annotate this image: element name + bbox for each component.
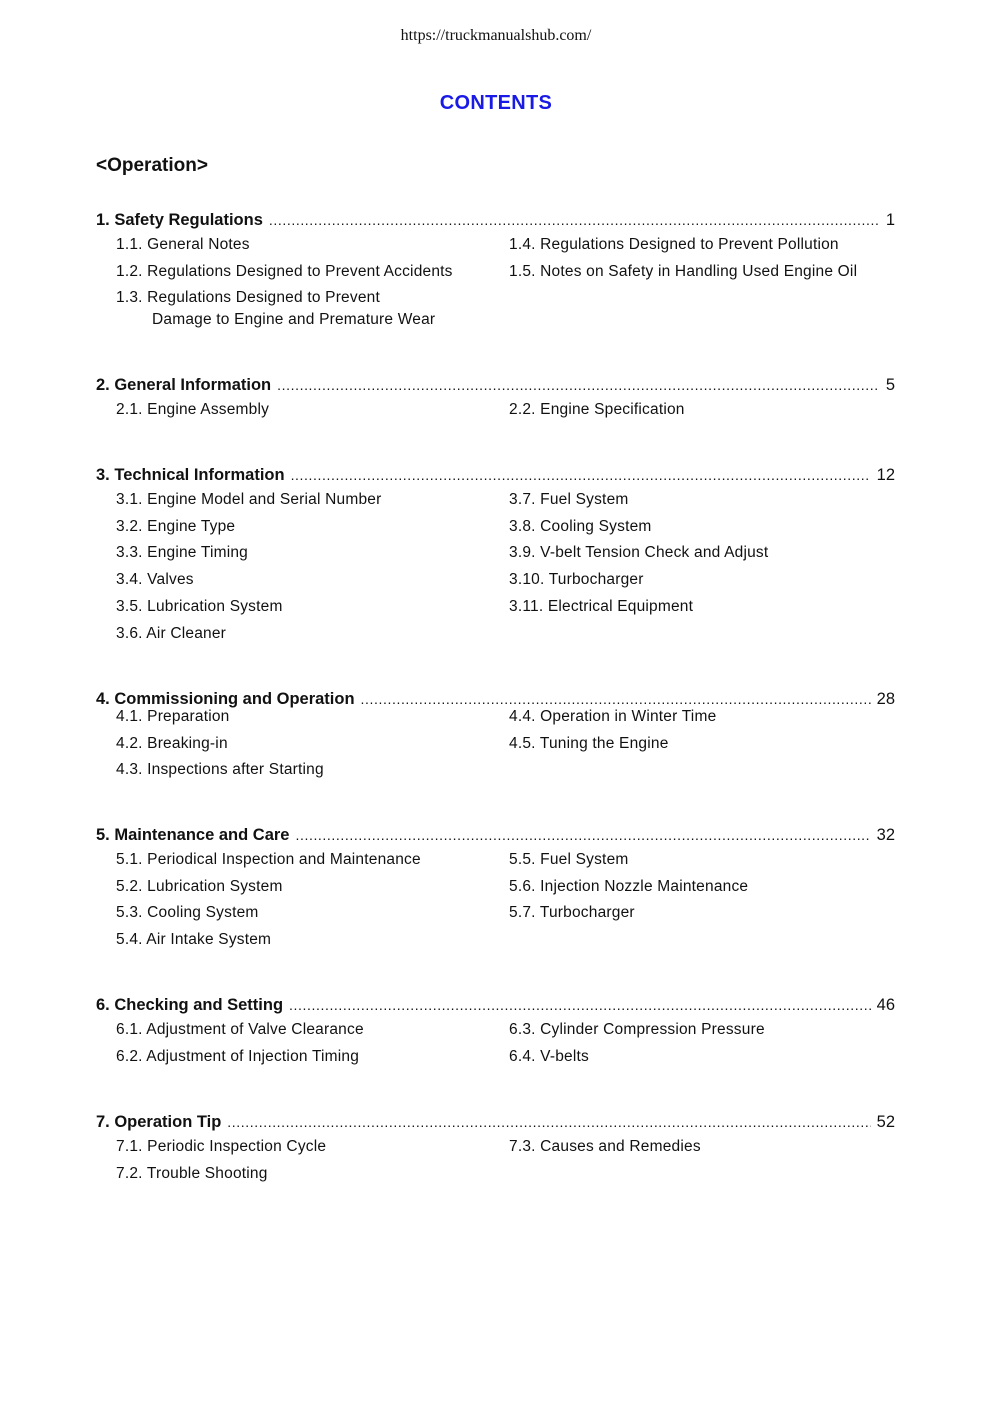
toc-entry[interactable] bbox=[116, 489, 381, 511]
toc-section-header[interactable] bbox=[96, 376, 895, 396]
dot-leader bbox=[291, 467, 871, 483]
toc-entry[interactable] bbox=[116, 759, 324, 781]
toc-entry[interactable] bbox=[509, 516, 652, 538]
toc-section-header[interactable] bbox=[96, 1113, 895, 1133]
toc-entry[interactable] bbox=[509, 399, 685, 421]
section-page-number: 32 bbox=[876, 826, 895, 844]
toc-entry[interactable] bbox=[116, 1046, 359, 1068]
dot-leader bbox=[289, 997, 871, 1013]
toc-entry-text: 6.1. Adjustment of Valve Clearance bbox=[116, 1021, 364, 1038]
toc-entry-text: 6.3. Cylinder Compression Pressure bbox=[509, 1021, 765, 1038]
toc-entry[interactable] bbox=[116, 849, 421, 871]
toc-entry-text: 3.7. Fuel System bbox=[509, 491, 629, 508]
toc-entry[interactable] bbox=[509, 706, 716, 728]
toc-entry-text: 1.5. Notes on Safety in Handling Used Engine Oil bbox=[509, 263, 858, 280]
toc-entry-text: 6.4. V-belts bbox=[509, 1047, 589, 1065]
toc-entry-text: 3.10. Turbocharger bbox=[509, 571, 644, 589]
toc-entry[interactable] bbox=[116, 234, 250, 256]
toc-entry-text: 3.2. Engine Type bbox=[116, 517, 236, 535]
toc-entry[interactable] bbox=[509, 733, 669, 755]
toc-entry[interactable] bbox=[509, 596, 693, 618]
section-title: 7. Operation Tip bbox=[96, 1113, 222, 1131]
dot-leader bbox=[227, 1114, 870, 1130]
toc-entry-text: 4.5. Tuning the Engine bbox=[509, 734, 669, 752]
page-title: CONTENTS bbox=[439, 92, 553, 114]
toc-entry-text: 4.1. Preparation bbox=[116, 708, 230, 725]
toc-entry-text: 6.2. Adjustment of Injection Timing bbox=[116, 1047, 360, 1065]
toc-entry-text: 5.2. Lubrication System bbox=[116, 877, 283, 895]
toc-entry[interactable] bbox=[509, 876, 748, 898]
toc-entry[interactable] bbox=[509, 542, 768, 564]
toc-entry-text: 5.6. Injection Nozzle Maintenance bbox=[509, 877, 749, 895]
section-title: 2. General Information bbox=[96, 376, 272, 394]
section-page-number: 28 bbox=[876, 690, 895, 708]
section-page-number: 5 bbox=[885, 376, 895, 394]
toc-entry-text: 1.4. Regulations Designed to Prevent Pollution bbox=[509, 236, 839, 253]
toc-entry-text: 7.1. Periodic Inspection Cycle bbox=[116, 1138, 327, 1155]
toc-entry-text: 3.5. Lubrication System bbox=[116, 597, 283, 615]
part-subtitle: <Operation> bbox=[96, 155, 208, 176]
toc-entry[interactable] bbox=[116, 876, 283, 898]
dot-leader bbox=[361, 691, 871, 707]
toc-section-header[interactable] bbox=[96, 996, 895, 1016]
toc-entry[interactable] bbox=[509, 1046, 589, 1068]
toc-entry-text: 3.3. Engine Timing bbox=[116, 544, 248, 562]
toc-entry[interactable] bbox=[509, 261, 857, 283]
section-title: 1. Safety Regulations bbox=[96, 211, 263, 229]
toc-entry[interactable] bbox=[116, 516, 235, 538]
toc-entry-text: 3.4. Valves bbox=[116, 571, 194, 589]
section-page-number: 52 bbox=[876, 1113, 895, 1131]
toc-entry-text: 5.3. Cooling System bbox=[116, 904, 259, 922]
toc-entry[interactable] bbox=[116, 929, 271, 951]
toc-entry[interactable] bbox=[116, 1019, 364, 1041]
toc-entry[interactable] bbox=[116, 261, 453, 283]
toc-section-header[interactable] bbox=[96, 211, 895, 231]
toc-section-header[interactable] bbox=[96, 826, 895, 846]
toc-entry[interactable] bbox=[509, 1019, 765, 1041]
section-title: 3. Technical Information bbox=[96, 466, 285, 484]
toc-entry[interactable] bbox=[509, 569, 644, 591]
toc-entry[interactable] bbox=[116, 569, 194, 591]
section-title: 6. Checking and Setting bbox=[96, 996, 284, 1014]
toc-entry[interactable] bbox=[116, 1163, 268, 1185]
toc-entry-text: 3.9. V-belt Tension Check and Adjust bbox=[509, 544, 769, 562]
toc-entry[interactable] bbox=[116, 399, 269, 421]
toc-entry-text: 3.8. Cooling System bbox=[509, 517, 652, 535]
section-title: 5. Maintenance and Care bbox=[96, 826, 290, 844]
toc-entry-text: 1.2. Regulations Designed to Prevent Accidents bbox=[116, 263, 453, 280]
toc-entry[interactable] bbox=[509, 849, 629, 871]
toc-entry[interactable] bbox=[509, 1136, 701, 1158]
toc-entry[interactable] bbox=[116, 706, 230, 728]
toc-entry[interactable] bbox=[116, 596, 283, 618]
toc-entry-text: 7.2. Trouble Shooting bbox=[116, 1164, 268, 1182]
toc-entry[interactable] bbox=[509, 489, 629, 511]
toc-entry-text: 5.7. Turbocharger bbox=[509, 904, 635, 922]
toc-section-header[interactable] bbox=[96, 466, 895, 486]
toc-entry[interactable] bbox=[116, 733, 228, 755]
toc-entry-text: 2.2. Engine Specification bbox=[509, 401, 685, 418]
toc-entry[interactable] bbox=[116, 623, 226, 645]
toc-entry-continuation: Damage to Engine and Premature Wear bbox=[152, 311, 436, 328]
toc-entry[interactable] bbox=[116, 287, 435, 331]
toc-entry[interactable] bbox=[509, 902, 635, 924]
section-page-number: 46 bbox=[876, 996, 895, 1014]
toc-entry-text: 1.3. Regulations Designed to Prevent bbox=[116, 289, 380, 306]
dot-leader bbox=[269, 212, 880, 228]
section-page-number: 1 bbox=[885, 211, 895, 229]
section-page-number: 12 bbox=[876, 466, 895, 484]
toc-entry-text: 4.2. Breaking-in bbox=[116, 734, 228, 752]
toc-entry-text: 4.3. Inspections after Starting bbox=[116, 761, 324, 779]
toc-entry-text: 1.1. General Notes bbox=[116, 236, 250, 253]
section-title: 4. Commissioning and Operation bbox=[96, 690, 355, 708]
toc-entry-text: 5.5. Fuel System bbox=[509, 851, 629, 868]
dot-leader bbox=[295, 827, 870, 843]
toc-entry-text: 3.11. Electrical Equipment bbox=[509, 597, 694, 615]
toc-entry-text: 5.1. Periodical Inspection and Maintenance bbox=[116, 851, 421, 868]
toc-entry[interactable] bbox=[116, 542, 248, 564]
toc-entry[interactable] bbox=[509, 234, 839, 256]
toc-entry-text: 3.6. Air Cleaner bbox=[116, 624, 227, 642]
toc-entry-text: 5.4. Air Intake System bbox=[116, 931, 272, 949]
toc-entry[interactable] bbox=[116, 1136, 326, 1158]
toc-entry-text: 2.1. Engine Assembly bbox=[116, 401, 270, 418]
toc-entry-text: 7.3. Causes and Remedies bbox=[509, 1138, 701, 1155]
toc-entry-text: 3.1. Engine Model and Serial Number bbox=[116, 491, 382, 508]
toc-entry-text: 4.4. Operation in Winter Time bbox=[509, 708, 717, 725]
dot-leader bbox=[277, 377, 880, 393]
source-url: https://truckmanualshub.com/ bbox=[400, 27, 592, 44]
toc-entry[interactable] bbox=[116, 902, 259, 924]
